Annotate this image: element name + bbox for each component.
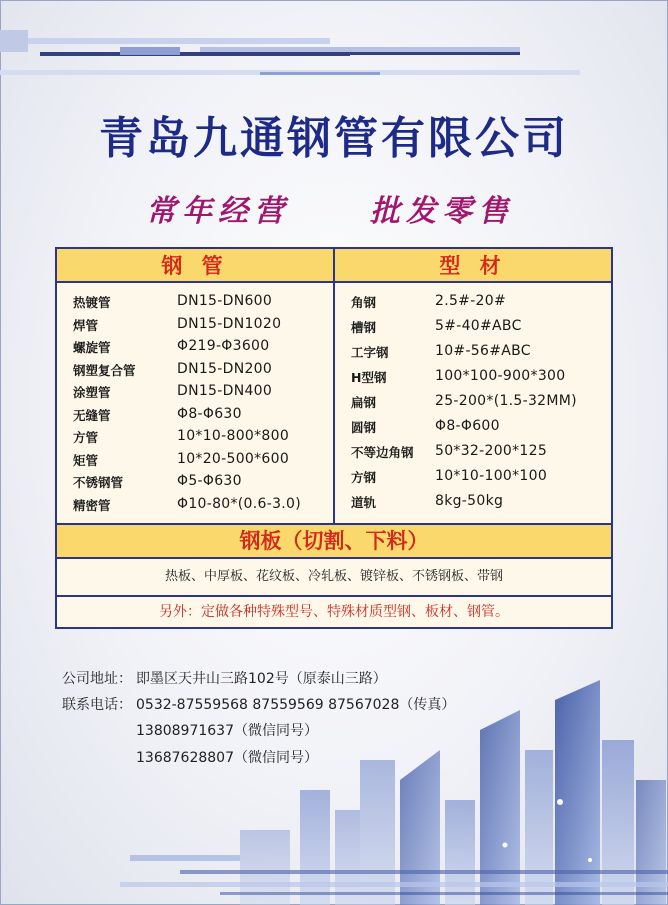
plates-header: 钢板（切割、下料） — [57, 525, 611, 557]
pipes-list: 热镀管 DN15-DN600 焊管 DN15-DN1020 螺旋管 Φ219-Φ3600 钢塑复合管 DN15-DN200 涂塑管 DN15-DN400 无缝管 Φ8-Φ630 方管 10*10-800*800 矩管 10*20-500*600 不锈钢管 Φ5-Φ630 精密管 Φ10-80*(0.6-3.0) — [57, 283, 333, 523]
plates-items: 热板、中厚板、花纹板、冷轧板、镀锌板、不锈钢板、带钢 — [164, 569, 503, 584]
mobile-line-2: 13687628807（微信同号） — [136, 750, 318, 766]
slogan-left: 常年经营 — [146, 194, 290, 229]
mobile-line-1: 13808971637（微信同号） — [136, 723, 318, 739]
slogan-right: 批发零售 — [370, 194, 514, 229]
profiles-list: 角钢 2.5#-20# 槽钢 5#-40#ABC 工字钢 10#-56#ABC H型钢 100*100-900*300 扁钢 25-200*(1.5-32MM) 圆钢 Φ8-Φ600 不等边角钢 50*32-200*125 方钢 10*10-100*100 道轨 8kg-50kg — [335, 283, 611, 523]
profiles-header: 型 材 — [335, 249, 611, 283]
pipes-header: 钢 管 — [57, 249, 333, 283]
company-title: 青岛九通钢管有限公司 — [99, 113, 569, 164]
address-value: 即墨区天井山三路102号（原泰山三路） — [136, 671, 387, 687]
phone-value: 0532-87559568 87559569 87567028（传真） — [136, 697, 456, 713]
phone-label: 联系电话： — [62, 697, 132, 713]
extra-note: 另外：定做各种特殊型号、特殊材质型钢、板材、钢管。 — [159, 604, 509, 620]
product-table — [55, 247, 613, 629]
address-label: 公司地址： — [62, 671, 132, 687]
city-skyline-illustration — [0, 640, 668, 905]
